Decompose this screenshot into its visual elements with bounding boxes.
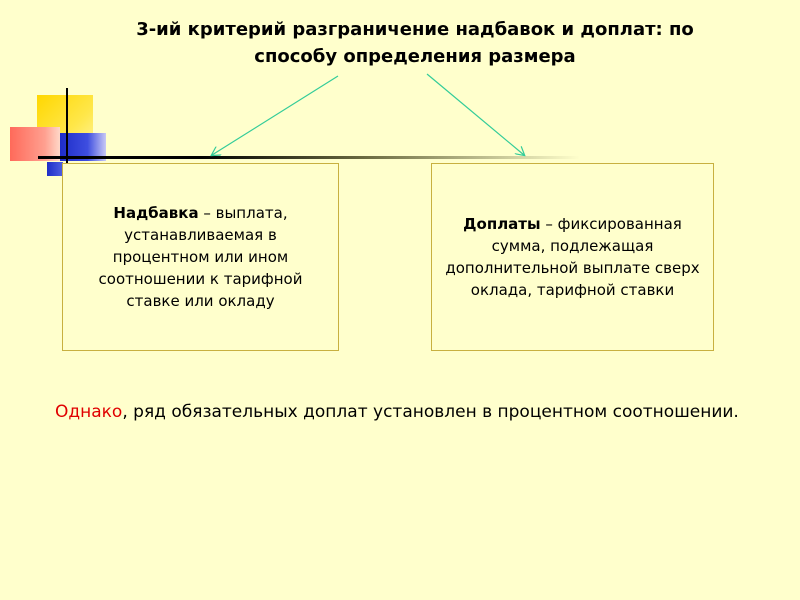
- box-nadbavka-term: Надбавка: [113, 204, 199, 222]
- note-highlight: Однако: [55, 402, 123, 422]
- slide-title: 3-ий критерий разграничение надбавок и доплат: по способу определения размера: [136, 19, 694, 67]
- box-doplaty: [431, 163, 714, 351]
- box-doplaty-definition: – фиксированная сумма, подлежащая дополнительной выплате сверх оклада, тарифной ставки: [445, 215, 700, 299]
- box-nadbavka-definition: – выплата, устанавливаемая в процентном или ином соотношении к тарифной ставке или окладу: [98, 204, 303, 310]
- box-doplaty-text: [440, 213, 705, 301]
- note-text: , ряд обязательных доплат установлен в процентном соотношении.: [122, 402, 739, 422]
- box-doplaty-term: Доплаты: [463, 215, 541, 233]
- box-nadbavka: [62, 163, 339, 351]
- arrow-right-icon: [427, 74, 524, 155]
- slide-note: [55, 400, 775, 424]
- box-nadbavka-text: [91, 202, 310, 312]
- arrow-left-icon: [212, 76, 338, 155]
